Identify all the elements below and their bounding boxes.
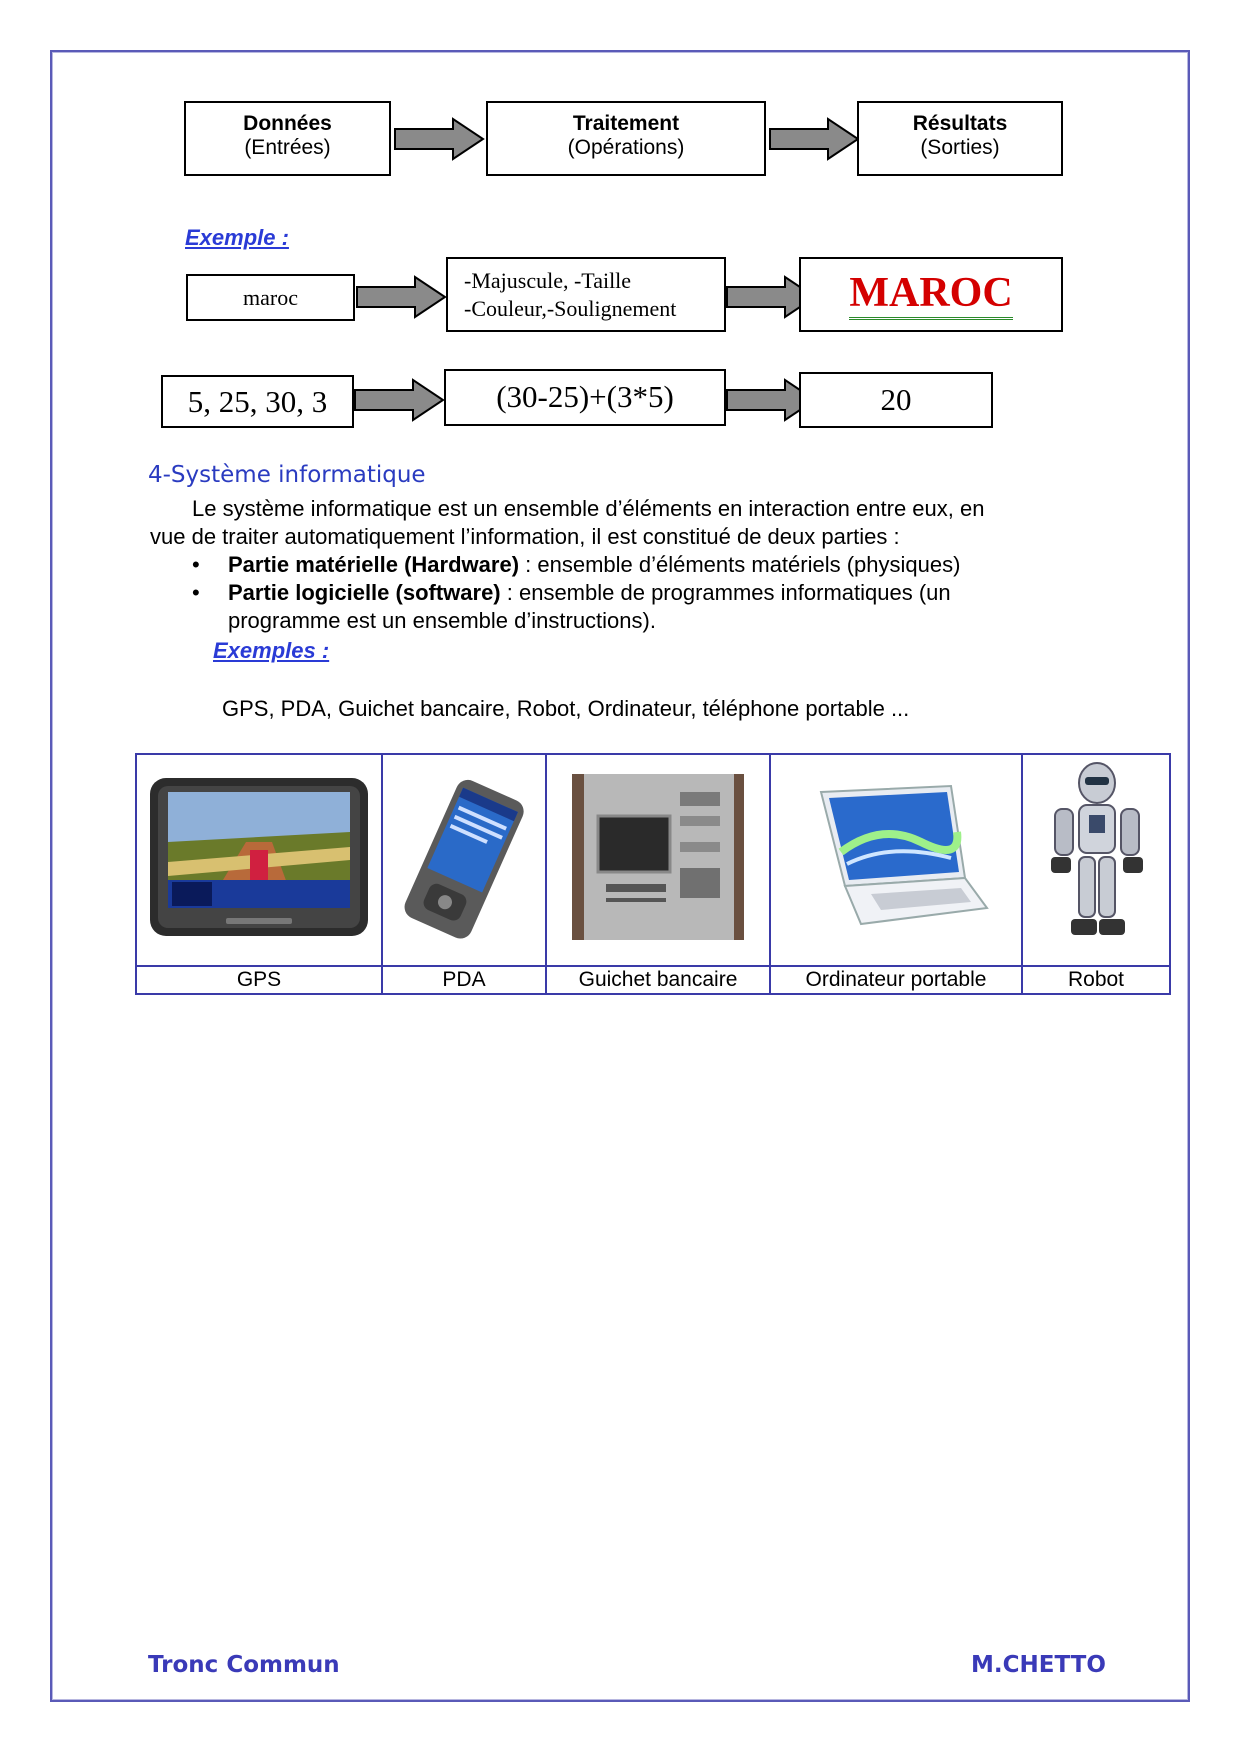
example2-result-box [799, 372, 993, 428]
devices-table [135, 753, 1171, 995]
example2-operation-box [444, 369, 726, 426]
gps-device-icon [146, 772, 372, 942]
bullet-text: : ensemble d’éléments matériels (physiques) [519, 552, 961, 577]
example-label: Exemple : [185, 225, 289, 250]
flow-box-traitement [486, 101, 766, 176]
flow-box-title: Données [243, 112, 332, 135]
flow-box-subtitle: (Opérations) [567, 136, 685, 159]
section-title: 4-Système informatique [148, 462, 426, 488]
examples-label: Exemples : [213, 638, 330, 663]
operations-line-2: -Couleur,-Soulignement [464, 296, 677, 321]
table-cell-label: GPS [136, 966, 382, 994]
table-row [136, 966, 1170, 994]
intro-line-1: Le système informatique est un ensemble d’éléments en interaction entre eux, en [192, 496, 985, 521]
arrow-right-icon [768, 117, 860, 161]
bullet-text: : ensemble de programmes informatiques (un [500, 580, 951, 605]
arrow-right-icon [353, 378, 445, 422]
flow-box-subtitle: (Sorties) [920, 136, 1000, 159]
table-cell [382, 754, 546, 966]
bullet-icon: • [192, 552, 200, 577]
parts-list [150, 551, 1100, 635]
table-cell-label: Guichet bancaire [546, 966, 770, 994]
table-cell-label: Robot [1022, 966, 1170, 994]
list-item [150, 579, 1100, 635]
bullet-bold: Partie logicielle (software) [228, 580, 501, 605]
table-cell [136, 754, 382, 966]
example-result-text: MAROC [849, 269, 1012, 320]
flow-box-title: Traitement [572, 112, 680, 135]
table-row [136, 754, 1170, 966]
footer-left: Tronc Commun [148, 1652, 340, 1678]
pda-device-icon [389, 772, 539, 942]
table-cell-label: PDA [382, 966, 546, 994]
footer-right: M.CHETTO [971, 1652, 1106, 1678]
example-input-box [186, 274, 355, 321]
bullet-icon: • [192, 580, 200, 605]
bullet-bold: Partie matérielle (Hardware) [228, 552, 520, 577]
example2-input-box [161, 375, 354, 428]
example2-input-text: 5, 25, 30, 3 [187, 384, 328, 419]
flow-box-title: Résultats [912, 112, 1008, 135]
examples-text: GPS, PDA, Guichet bancaire, Robot, Ordinateur, téléphone portable ... [222, 696, 910, 721]
operations-line-1: -Majuscule, -Taille [464, 268, 632, 293]
flow-box-resultats [857, 101, 1063, 176]
flow-box-subtitle: (Entrées) [244, 136, 331, 159]
example-result-box [799, 257, 1063, 332]
bullet-text-continued: programme est un ensemble d’instructions). [228, 608, 656, 633]
example-operations-box [446, 257, 726, 332]
arrow-right-icon [355, 275, 447, 319]
intro-line-2: vue de traiter automatiquement l’information, il est constitué de deux parties : [150, 524, 900, 549]
example2-result-text: 20 [880, 382, 912, 417]
flow-box-donnees [184, 101, 391, 176]
intro-paragraph [150, 495, 1100, 551]
table-cell [1022, 754, 1170, 966]
atm-machine-icon [570, 772, 746, 942]
example2-operation-text: (30-25)+(3*5) [496, 379, 674, 414]
table-cell [546, 754, 770, 966]
list-item [150, 551, 1100, 579]
robot-icon [1041, 759, 1151, 955]
example-input-text: maroc [243, 285, 298, 310]
arrow-right-icon [393, 117, 485, 161]
table-cell-label: Ordinateur portable [770, 966, 1022, 994]
table-cell [770, 754, 1022, 966]
laptop-icon [801, 782, 991, 932]
